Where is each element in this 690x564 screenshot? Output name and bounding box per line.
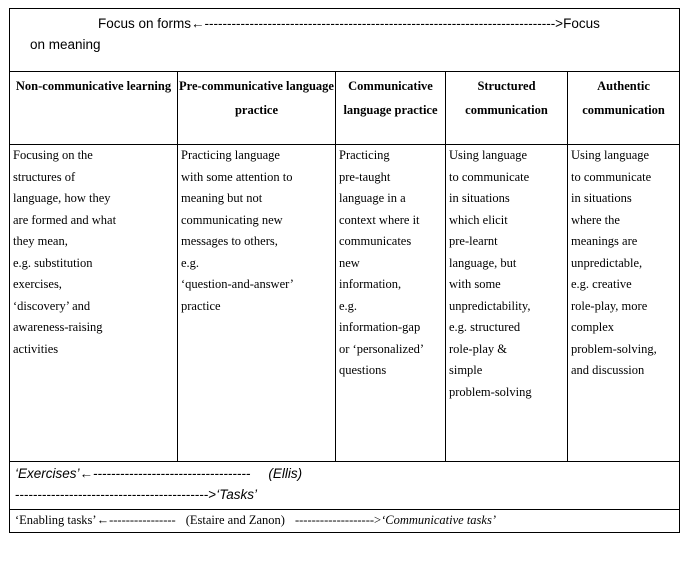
cell-line: complex [571, 320, 615, 334]
cell-line: Focusing on the [13, 148, 93, 162]
exercises-line [15, 463, 673, 484]
cell-line: ‘question-and-answer’ [181, 277, 294, 291]
cell-line: communicates [339, 234, 412, 248]
focus-line-1: Focus on forms←------------------------------------------------------------------------------>Focus [98, 16, 600, 31]
cell-line: language, but [449, 255, 517, 270]
header-structured: Structured communication [446, 72, 568, 145]
cell-line: activities [13, 341, 59, 356]
cell-line: with some attention to [181, 169, 293, 184]
cell-line: meaning but not [181, 191, 263, 205]
cell-line: ‘discovery’ and [13, 298, 91, 313]
cell-line: unpredictable, [571, 255, 643, 270]
cell-line: unpredictability, [449, 298, 531, 313]
ellis-label: (Ellis) [268, 466, 303, 481]
cell-line: communicating new [181, 212, 283, 227]
header-pre-communicative: Pre-communicative language practice [178, 72, 336, 145]
cell-line: or ‘personalized’ [339, 341, 425, 356]
exercises-label: ‘Exercises’←----------------------------------- [15, 466, 251, 481]
ellis-cell [10, 462, 680, 510]
cell-line: simple [449, 363, 483, 377]
tasks-label: ‘Tasks’ [216, 487, 257, 502]
cell-line: Practicing [339, 148, 390, 162]
estaire-cell [10, 510, 680, 533]
cell-line: pre-learnt [449, 234, 498, 248]
cell-line: practice [181, 298, 221, 313]
cell-line: structures of [13, 169, 76, 184]
cell-line: e.g. creative [571, 277, 632, 291]
cell-line: with some [449, 277, 501, 291]
cell-line: Practicing language [181, 148, 280, 162]
focus-cell [10, 9, 680, 72]
enabling-tasks-label: ‘Enabling tasks’←---------------- [15, 513, 176, 527]
cell-line: Using language [571, 148, 650, 162]
cell-line: meanings are [571, 234, 638, 248]
estaire-row [10, 510, 680, 533]
cell-line: they mean, [13, 234, 68, 248]
cell-communicative-practice [336, 145, 446, 462]
cell-line: e.g. [181, 255, 200, 270]
cell-structured [446, 145, 568, 462]
cell-line: e.g. [339, 298, 358, 313]
cell-line: Using language [449, 148, 528, 162]
cell-line: role-play, more [571, 298, 648, 313]
cell-line: language, how they [13, 191, 111, 205]
focus-row [10, 9, 680, 72]
cell-line: new [339, 255, 360, 270]
communicative-tasks-label: ‘Communicative tasks’ [381, 513, 496, 527]
header-communicative-practice: Communicative language practice [336, 72, 446, 145]
cell-line: problem-solving, [571, 341, 657, 356]
cell-line: and discussion [571, 363, 645, 377]
cell-line: pre-taught [339, 169, 391, 184]
tasks-line [15, 484, 673, 505]
header-non-communicative: Non-communicative learning [10, 72, 178, 145]
table-container [9, 8, 679, 557]
cell-line: messages to others, [181, 234, 278, 248]
description-row [10, 145, 680, 462]
cell-line: information-gap [339, 320, 421, 334]
cell-line: questions [339, 363, 387, 377]
communicative-continuum-table [9, 8, 680, 533]
cell-line: are formed and what [13, 212, 117, 227]
focus-line-2: on meaning [30, 37, 101, 52]
cell-non-communicative [10, 145, 178, 462]
cell-line: language in a [339, 191, 406, 205]
cell-line: to communicate [449, 169, 530, 184]
cell-line: to communicate [571, 169, 652, 184]
cell-line: context where it [339, 212, 420, 227]
header-authentic: Authentic communication [568, 72, 680, 145]
cell-pre-communicative [178, 145, 336, 462]
cell-line: where the [571, 212, 620, 227]
cell-line: which elicit [449, 212, 508, 227]
ellis-row [10, 462, 680, 510]
estaire-zanon-label: (Estaire and Zanon) [185, 513, 285, 527]
cell-line: in situations [571, 191, 632, 205]
cell-line: information, [339, 277, 402, 291]
cell-line: awareness-raising [13, 320, 103, 334]
cell-authentic [568, 145, 680, 462]
cell-line: e.g. structured [449, 320, 521, 334]
header-row [10, 72, 680, 145]
cell-line: in situations [449, 191, 510, 205]
tasks-arrow: -------------------------------------------> [15, 487, 217, 502]
communicative-tasks-arrow: -------------------> [294, 513, 382, 527]
cell-line: problem-solving [449, 384, 532, 399]
cell-line: e.g. substitution [13, 255, 93, 270]
cell-line: role-play & [449, 341, 507, 356]
cell-line: exercises, [13, 277, 62, 291]
